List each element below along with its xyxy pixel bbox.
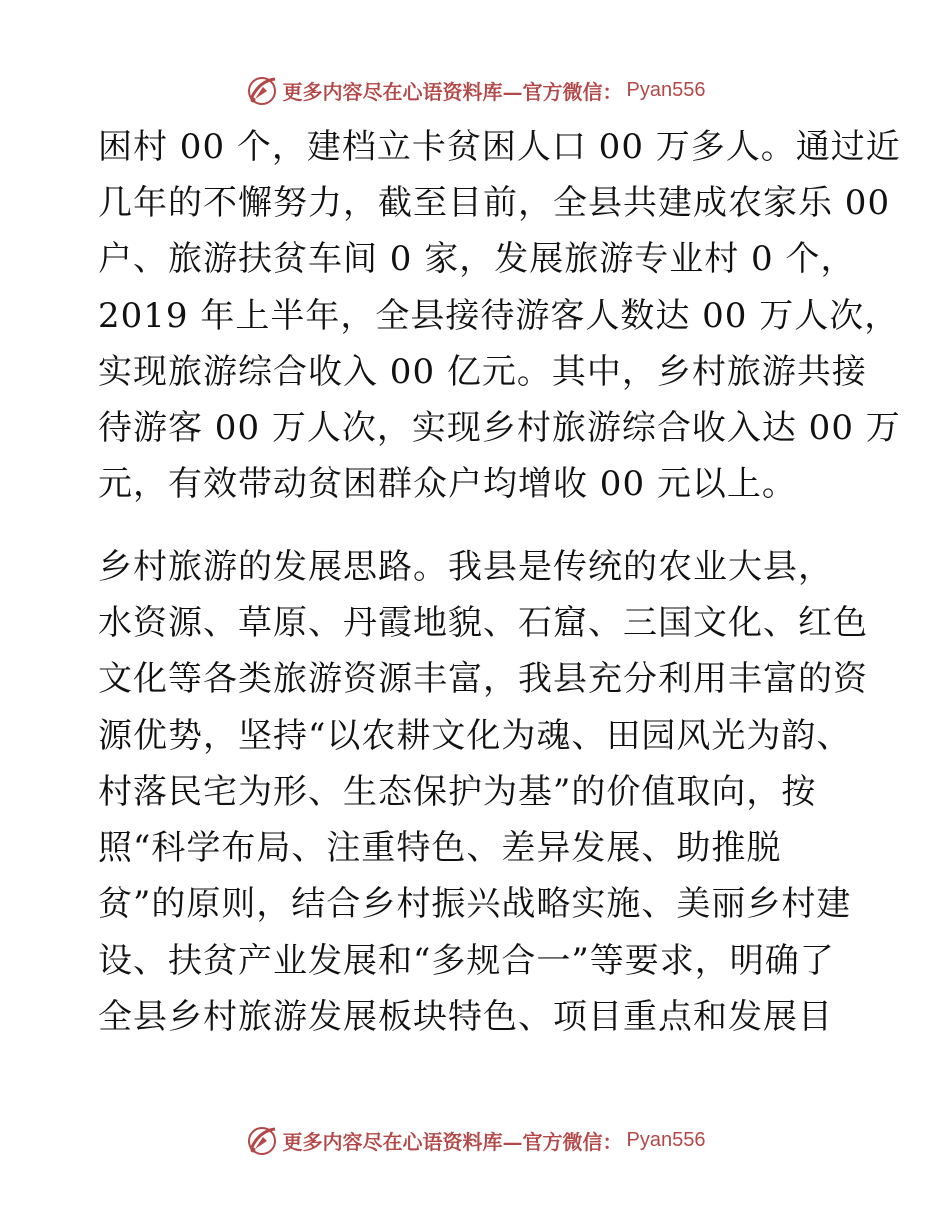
text-line: 2019 年上半年，全县接待游客人数达 00 万人次， [98,296,900,336]
text-line: 元，有效带动贫困群众户均增收 00 元以上。 [98,464,797,504]
banner-wechat-id: Pyan556 [626,78,706,101]
header-banner [0,70,950,110]
text-line: 照“科学布局、注重特色、差异发展、助推脱 [98,828,782,868]
banner-text: 更多内容尽在心语资料库—官方微信： [282,1129,623,1154]
text-line: 村落民宅为形、生态保护为基”的价值取向，按 [98,772,817,812]
text-line: 实现旅游综合收入 00 亿元。其中，乡村旅游共接 [98,352,867,392]
text-line: 待游客 00 万人次，实现乡村旅游综合收入达 00 万 [98,408,901,448]
text-line: 户、旅游扶贫车间 0 家，发展旅游专业村 0 个， [98,239,856,279]
banner-wechat-id: Pyan556 [626,1128,706,1151]
banner-text: 更多内容尽在心语资料库—官方微信： [282,79,623,104]
text-line: 全县乡村旅游发展板块特色、项目重点和发展目 [98,997,833,1037]
text-line: 乡村旅游的发展思路。我县是传统的农业大县， [98,547,833,587]
text-line: 文化等各类旅游资源丰富，我县充分利用丰富的资 [98,659,868,699]
text-line: 源优势，坚持“以农耕文化为魂、田园风光为韵、 [98,716,852,756]
text-line: 水资源、草原、丹霞地貌、石窟、三国文化、红色 [98,603,868,643]
text-line: 困村 00 个，建档立卡贫困人口 00 万多人。通过近 [98,127,901,167]
pen-nib-logo-icon [245,1123,279,1157]
text-line: 设、扶贫产业发展和“多规合一”等要求，明确了 [98,941,835,981]
text-line: 贫”的原则，结合乡村振兴战略实施、美丽乡村建 [98,884,852,924]
text-line: 几年的不懈努力，截至目前，全县共建成农家乐 00 [98,183,891,223]
footer-banner [0,1120,950,1160]
pen-nib-logo-icon [245,73,279,107]
